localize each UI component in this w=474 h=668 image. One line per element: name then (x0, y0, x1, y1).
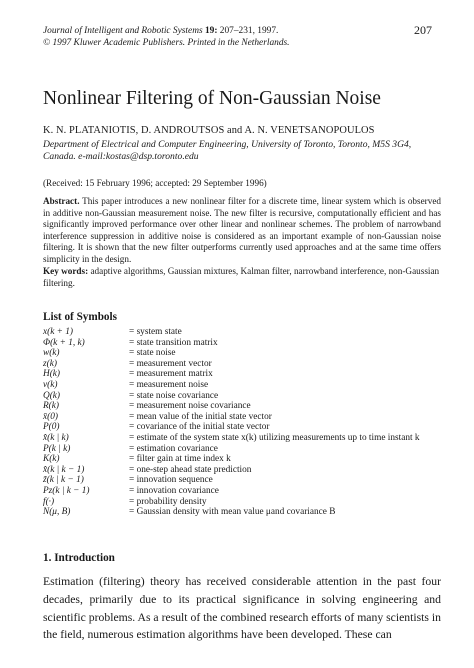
symbol-row (43, 422, 420, 433)
symbol-row (43, 327, 420, 338)
copyright-notice: © 1997 Kluwer Academic Publishers. Printed in the Netherlands. (43, 38, 290, 48)
abstract (43, 196, 441, 266)
symbol-definition: = probability density (129, 496, 207, 507)
journal-pages: 207–231, 1997. (219, 26, 279, 36)
symbol-definition: = system state (129, 327, 182, 337)
symbol-definition: = estimation covariance (129, 443, 218, 454)
author-affiliation: Department of Electrical and Computer Engineering, University of Toronto, Toronto, M5S 3G4, Canada. e-mail:kostas@dsp.toronto.edu (43, 139, 412, 162)
symbol-term: x̂(k | k − 1) (43, 464, 85, 475)
symbol-row (43, 412, 420, 423)
symbol-row (43, 444, 420, 455)
symbol-definition: = state transition matrix (129, 337, 218, 348)
symbol-definition: = filter gain at time index k (129, 454, 231, 465)
abstract-text: This paper introduces a new nonlinear filter for a discrete time, linear system which is observed in additive non-Gaussian measurement noise. The new filter is recursive, computationally efficient and has significantly improved performance over other linear and nonlinear schemes. The problem of narrowband interference suppression in additive noise is considered as an important example of non-Gaussian noise filtering. It is shown that the new filter outperforms currently used approaches and at the same time offers simplicity in the design. (43, 196, 441, 264)
received-dates: (Received: 15 February 1996; accepted: 29 September 1996) (43, 178, 267, 188)
keywords-text: adaptive algorithms, Gaussian mixtures, Kalman filter, narrowband interference, non-Gaussian filtering. (43, 266, 440, 288)
symbol-row (43, 454, 420, 465)
symbol-term: H(k) (43, 369, 61, 380)
symbol-row (43, 338, 420, 349)
journal-name: Journal of Intelligent and Robotic Systems (43, 26, 203, 36)
journal-citation (43, 25, 433, 37)
symbol-definition: = measurement noise covariance (129, 401, 251, 412)
symbol-term: x̂(k | k) (43, 432, 69, 443)
introduction-paragraph: Estimation (filtering) theory has received considerable attention in the past four decades, primarily due to its practical significance in solving engineering and scientific problems. As a result of the combined research efforts of many scientists in the field, numerous estimation algorithms have been developed. These can (43, 575, 441, 642)
symbol-term: x(k + 1) (43, 327, 74, 337)
symbol-term: Q(k) (43, 390, 61, 401)
symbol-term: P(k | k) (43, 443, 71, 454)
symbol-row (43, 475, 420, 486)
symbols-table (43, 327, 420, 518)
symbol-term: z̃(k | k − 1) (43, 475, 84, 486)
symbol-term: v(k) (43, 379, 58, 390)
symbol-row (43, 497, 420, 508)
symbol-definition: = Gaussian density with mean value μand covariance B (129, 507, 336, 518)
symbol-definition: = state noise covariance (129, 390, 219, 401)
symbol-definition: = measurement noise (129, 379, 209, 390)
symbol-row (43, 369, 420, 380)
keywords (43, 266, 441, 289)
keywords-label: Key words: (43, 266, 89, 276)
symbol-term: x̄(0) (43, 411, 58, 422)
symbol-row (43, 348, 420, 359)
symbol-row (43, 391, 420, 402)
journal-volume: 19: (204, 26, 218, 36)
symbol-definition: = measurement vector (129, 358, 212, 369)
symbol-term: w(k) (43, 348, 60, 359)
symbol-definition: = estimate of the system state x(k) utilizing measurements up to time instant k (129, 432, 420, 443)
symbol-definition: = innovation sequence (129, 475, 213, 486)
symbol-term: Φ(k + 1, k) (43, 337, 85, 348)
symbol-term: K(k) (43, 454, 60, 465)
symbol-row (43, 359, 420, 370)
introduction-heading: 1. Introduction (43, 552, 115, 564)
symbol-row (43, 401, 420, 412)
symbol-term: N(μ, B) (43, 507, 71, 518)
symbols-heading: List of Symbols (43, 311, 117, 323)
symbol-definition: = state noise (129, 348, 176, 359)
journal-header (43, 25, 433, 49)
symbol-definition: = covariance of the initial state vector (129, 422, 270, 433)
paper-authors: K. N. PLATANIOTIS, D. ANDROUTSOS and A. N. VENETSANOPOULOS (43, 125, 375, 136)
symbol-term: P(0) (43, 422, 60, 433)
symbol-row (43, 380, 420, 391)
symbol-definition: = innovation covariance (129, 485, 219, 496)
symbol-definition: = measurement matrix (129, 369, 213, 380)
paper-title: Nonlinear Filtering of Non-Gaussian Noise (43, 88, 381, 109)
symbol-term: Pz(k | k − 1) (43, 485, 90, 496)
symbol-row (43, 486, 420, 497)
symbol-term: f(·) (43, 496, 55, 507)
symbol-row (43, 433, 420, 444)
page-number: 207 (414, 23, 432, 37)
symbol-definition: = one-step ahead state prediction (129, 464, 252, 475)
symbol-row (43, 507, 420, 518)
symbol-term: z(k) (43, 358, 57, 369)
symbol-definition: = mean value of the initial state vector (129, 411, 272, 422)
symbol-term: R(k) (43, 401, 59, 412)
abstract-label: Abstract. (43, 196, 80, 206)
symbol-row (43, 465, 420, 476)
